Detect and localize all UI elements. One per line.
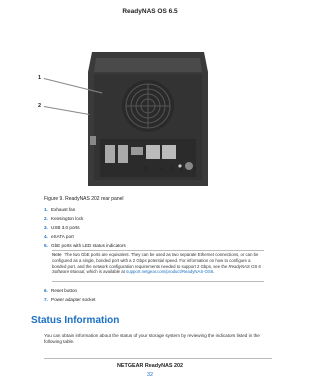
callout-5: 5 bbox=[170, 167, 174, 173]
list-item: 3. USB 3.0 ports bbox=[44, 225, 80, 230]
section-body: You can obtain information about the status of your storage system by reviewing the indicators listed in the following table. bbox=[44, 333, 260, 345]
callout-3: 3 bbox=[144, 167, 148, 173]
component-list-continued bbox=[44, 286, 95, 304]
callout-1: 1 bbox=[38, 75, 42, 81]
note-divider bbox=[52, 281, 264, 282]
support-link[interactable]: support.netgear.com/product/ReadyNAS-OS6 bbox=[126, 269, 214, 275]
component-list bbox=[44, 205, 126, 250]
callout-7: 7 bbox=[193, 167, 197, 173]
kensington-lock-icon bbox=[90, 136, 96, 145]
ethernet-port-icon bbox=[162, 145, 176, 159]
callout-6: 6 bbox=[180, 167, 184, 173]
ethernet-port-icon bbox=[146, 145, 160, 159]
list-item: 1. Exhaust fan bbox=[44, 207, 76, 212]
list-item: 2. Kensington lock bbox=[44, 216, 84, 221]
exhaust-fan-icon bbox=[122, 80, 174, 132]
rear-panel-illustration bbox=[30, 44, 270, 194]
page-number: 32 bbox=[147, 372, 153, 378]
footer-divider bbox=[44, 358, 272, 359]
list-item: 5. GbE ports with LED status indicators bbox=[44, 243, 126, 248]
list-item: 7. Power adapter socket bbox=[44, 297, 96, 302]
usb-port-icon bbox=[118, 145, 128, 163]
list-item: 4. eSATA port bbox=[44, 234, 74, 239]
callout-4: 4 bbox=[160, 167, 164, 173]
callout-2: 2 bbox=[38, 103, 42, 109]
rear-panel-figure bbox=[30, 44, 270, 194]
footer-title: NETGEAR ReadyNAS 202 bbox=[117, 363, 183, 369]
note-block: Note The two GbE ports are equivalent. They can be used as two separate Ethernet connections, or can be configured as a single, bonded port with a 2 Gbps potential speed. For information on how to configure a bonded port, and the network configuration requirements needed to support 2 Gbps, see the ReadyNAS OS 6 Software Manual, which is available at support.netgear.com/product/ReadyNAS-OS6. bbox=[52, 252, 261, 275]
page-header: ReadyNAS OS 6.5 bbox=[122, 8, 178, 15]
esata-port-icon bbox=[131, 147, 143, 155]
power-socket-icon bbox=[185, 162, 193, 170]
usb-port-icon bbox=[105, 145, 115, 163]
section-heading: Status Information bbox=[31, 315, 120, 326]
note-divider bbox=[52, 250, 264, 251]
figure-caption: Figure 9. ReadyNAS 202 rear panel bbox=[44, 196, 124, 202]
list-item: 6. Reset button bbox=[44, 288, 78, 293]
